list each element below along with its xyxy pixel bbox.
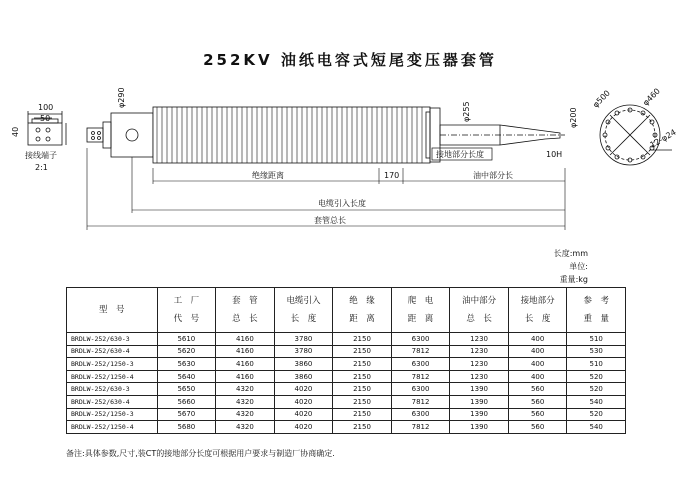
column-header-line: 参 考 [583,296,609,306]
table-row [67,370,626,383]
table-cell: 400 [508,370,567,383]
table-cell: 4160 [216,345,275,358]
column-header-line: 距 离 [407,314,434,324]
table-cell: 5640 [157,370,216,383]
table-cell: 4020 [274,383,333,396]
table-cell: 560 [508,421,567,434]
table-cell: 7812 [391,395,450,408]
table-cell: 3780 [274,333,333,346]
table-row [67,345,626,358]
table-cell: 4020 [274,408,333,421]
table-cell: 1230 [450,333,509,346]
model-cell: BRDLW-252/630-3 [67,383,158,396]
table-cell: 5670 [157,408,216,421]
column-header-line: 长 度 [524,314,551,324]
table-cell: 2150 [333,383,392,396]
table-row [67,421,626,434]
column-header-line: 总 长 [232,314,258,324]
table-cell: 2150 [333,345,392,358]
column-header [157,288,216,333]
dim-50-label: 50 [40,114,51,123]
dim-170-label: 170 [384,171,400,180]
table-cell: 540 [567,395,626,408]
table-row [67,333,626,346]
table-cell: 3860 [274,370,333,383]
column-header-line: 爬 电 [407,296,434,306]
model-cell: BRDLW-252/1250-4 [67,421,158,434]
table-row [67,383,626,396]
table-cell: 400 [508,345,567,358]
table-cell: 520 [567,370,626,383]
table-cell: 400 [508,358,567,371]
table-cell: 2150 [333,421,392,434]
length-unit: 长度:mm [553,249,588,258]
model-cell: BRDLW-252/630-4 [67,345,158,358]
column-header-line: 型 号 [99,305,125,315]
dim-phi255-label: φ255 [462,101,471,122]
oil-part-length-label: 油中部分长 [473,171,513,180]
dim-40-label: 40 [11,126,20,137]
parameter-table [66,287,626,434]
table-cell: 5680 [157,421,216,434]
table-cell: 510 [567,358,626,371]
table-cell: 3860 [274,358,333,371]
weight-unit: 重量:kg [559,275,588,284]
table-cell: 4320 [216,383,275,396]
dim-phi500-label: φ500 [591,88,612,110]
table-cell: 4160 [216,358,275,371]
note: 备注:具体参数,尺寸,装CT的接地部分长度可根据用户要求与制造厂协商确定. [66,449,335,458]
table-row [67,408,626,421]
table-cell: 4320 [216,395,275,408]
table-cell: 4020 [274,421,333,434]
table-cell: 1230 [450,345,509,358]
table-cell: 5620 [157,345,216,358]
table-cell: 7812 [391,345,450,358]
table-cell: 5630 [157,358,216,371]
column-header-line: 电缆引入 [286,296,321,306]
dim-phi460-label: φ460 [641,86,662,108]
table-row [67,395,626,408]
bushing-total-length-label: 套管总长 [314,216,346,225]
table-cell: 2150 [333,333,392,346]
table-cell: 510 [567,333,626,346]
units-legend [554,247,588,286]
table-row [67,358,626,371]
page-title: 252KV 油纸电容式短尾变压器套管 [203,51,497,69]
table-cell: 7812 [391,421,450,434]
column-header [274,288,333,333]
column-header [67,288,158,333]
table-cell: 1390 [450,408,509,421]
column-header [333,288,392,333]
model-cell: BRDLW-252/630-4 [67,395,158,408]
table-cell: 1230 [450,370,509,383]
table-cell: 7812 [391,370,450,383]
column-header-line: 距 离 [349,314,375,324]
dim-12phi24-label: 12-φ24 [648,127,678,150]
table-cell: 6300 [391,383,450,396]
dim-phi200-label: φ200 [569,107,578,128]
table-cell: 3780 [274,345,333,358]
table-cell: 2150 [333,395,392,408]
table-cell: 6300 [391,333,450,346]
table-cell: 520 [567,408,626,421]
column-header-line: 重 量 [583,314,609,324]
table-cell: 1390 [450,421,509,434]
dim-phi290-label: φ290 [117,87,126,108]
table-cell: 560 [508,395,567,408]
table-cell: 5610 [157,333,216,346]
table-cell: 400 [508,333,567,346]
table-cell: 4160 [216,370,275,383]
column-header-line: 工 厂 [173,296,200,306]
column-header [567,288,626,333]
table-cell: 1390 [450,383,509,396]
column-header [216,288,275,333]
model-cell: BRDLW-252/630-3 [67,333,158,346]
table-cell: 6300 [391,358,450,371]
table-cell: 5650 [157,383,216,396]
table-cell: 560 [508,408,567,421]
insulation-distance-label: 绝缘距离 [252,171,284,180]
column-header-line: 接地部分 [520,296,555,306]
table-cell: 540 [567,421,626,434]
table-cell: 4320 [216,408,275,421]
column-header [450,288,509,333]
table-cell: 560 [508,383,567,396]
table-cell: 1230 [450,358,509,371]
table-cell: 2150 [333,408,392,421]
scale-label: 2:1 [35,163,48,172]
table-header-row [67,288,626,333]
table-cell: 4320 [216,421,275,434]
bushing-drawing [0,0,700,240]
table-cell: 530 [567,345,626,358]
column-header-line: 长 度 [290,314,317,324]
bushing-body [87,107,565,163]
column-header [391,288,450,333]
column-header-line: 套 管 [232,296,258,306]
unit-label: 单位: [569,262,588,271]
table-cell: 6300 [391,408,450,421]
model-cell: BRDLW-252/1250-4 [67,370,158,383]
cable-lead-length-label: 电缆引入长度 [318,199,366,208]
table-cell: 520 [567,383,626,396]
table-cell: 4020 [274,395,333,408]
column-header-line: 油中部分 [462,296,497,306]
column-header-line: 绝 缘 [349,296,375,306]
dim-100-label: 100 [38,103,54,112]
hole-10-label: 10H [546,150,563,159]
table-cell: 5660 [157,395,216,408]
model-cell: BRDLW-252/1250-3 [67,358,158,371]
table-cell: 2150 [333,358,392,371]
terminal-label: 接线端子 [25,151,57,160]
ground-part-label: 接地部分长度 [436,150,484,159]
table-cell: 2150 [333,370,392,383]
column-header-line: 总 长 [466,314,492,324]
column-header [508,288,567,333]
column-header-line: 代 号 [173,314,200,324]
table-cell: 1390 [450,395,509,408]
model-cell: BRDLW-252/1250-3 [67,408,158,421]
table-cell: 4160 [216,333,275,346]
